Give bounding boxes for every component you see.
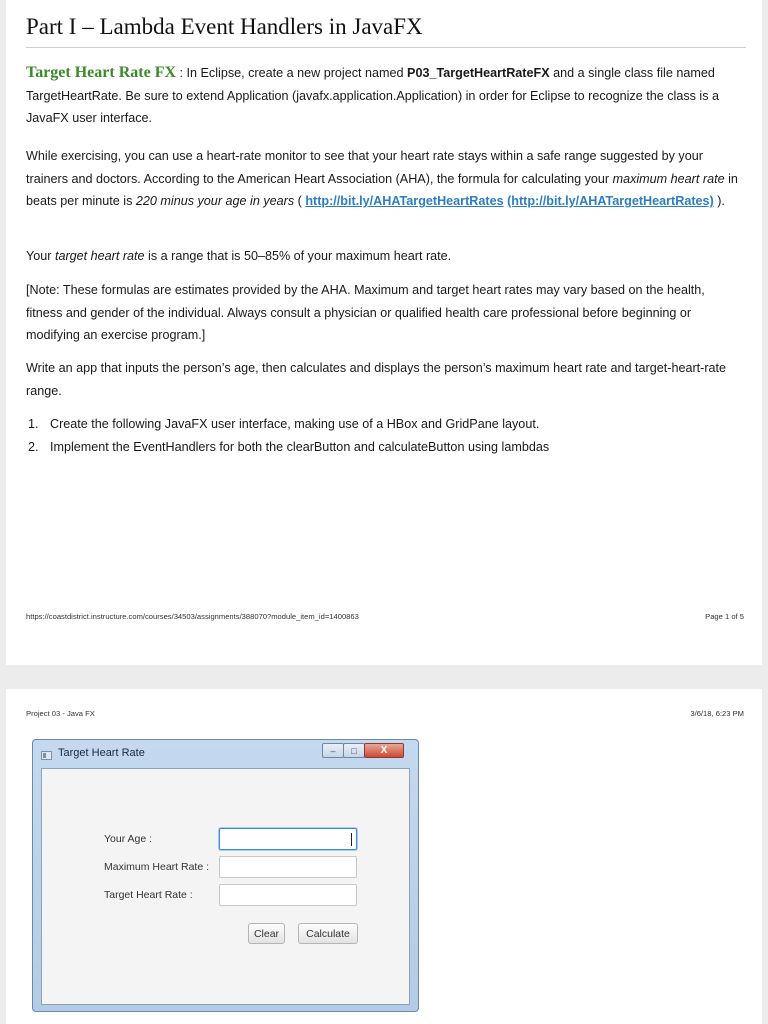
target-heart-rate-field[interactable] (219, 884, 357, 906)
document-page-2 (6, 689, 762, 1024)
step-number: 1. (28, 417, 39, 431)
steps-list (26, 413, 742, 458)
age-label: Your Age : (104, 833, 153, 845)
project-name: P03_TargetHeartRateFX (407, 66, 550, 80)
para3-text-a: Your (26, 249, 55, 263)
task-text: Write an app that inputs the person’s age, then calculates and displays the person’s maximum heart rate and target-heart-rate range. (26, 361, 727, 398)
section-heading: Target Heart Rate FX (26, 64, 177, 81)
para3-em: target heart rate (54, 249, 145, 263)
list-item (26, 436, 742, 459)
window-controls (322, 743, 404, 758)
max-heart-rate-label: Maximum Heart Rate : (104, 861, 210, 873)
target-heart-rate-label: Target Heart Rate : (104, 889, 193, 901)
step-text: Implement the EventHandlers for both the clearButton and calculateButton using lambdas (50, 439, 550, 454)
target-rate-paragraph (26, 245, 742, 268)
note-paragraph (26, 279, 742, 347)
aha-link[interactable]: http://bit.ly/AHATargetHeartRates (305, 194, 504, 209)
intro-paragraph (26, 62, 742, 130)
para3-text-b: is a range that is 50–85% of your maximum heart rate. (144, 249, 452, 263)
close-button[interactable]: X (364, 743, 404, 758)
intro-text-b: and a single class file named TargetHeartRate. Be sure to extend Application (javafx.application.Application) in order for Eclipse to recognize the class is a JavaFX user interface. (26, 66, 720, 126)
step-number: 2. (28, 439, 39, 454)
para2-text-d: ). (713, 194, 725, 209)
max-heart-rate-field[interactable] (219, 856, 357, 878)
para2-text-a: While exercising, you can use a heart-rate monitor to see that your heart rate stays within a safe range suggested by your trainers and doctors. According to the American Heart Association (AHA), the formula for calculating your (26, 149, 703, 186)
note-text: [Note: These formulas are estimates provided by the AHA. Maximum and target heart rates may vary based on the health, fitness and gender of the individual. Always consult a physician or qualified health care professional before beginning or modifying an exercise program.] (26, 283, 705, 343)
header-title: Project 03 - Java FX (26, 709, 95, 718)
task-paragraph (26, 357, 742, 402)
page-number: Page 1 of 5 (705, 612, 744, 621)
para2-text-c: ( (294, 194, 306, 209)
footer-url: https://coastdistrict.instructure.com/courses/34503/assignments/388070?module_item_id=1400863 (26, 612, 359, 621)
title-divider (26, 47, 746, 48)
list-item (26, 413, 742, 436)
intro-text-a: : In Eclipse, create a new project named (176, 66, 408, 80)
document-page-1 (6, 0, 762, 665)
para2-text-b: in beats per minute is (26, 171, 738, 209)
page-title: Part I – Lambda Event Handlers in JavaFX (26, 14, 423, 39)
step-text: Create the following JavaFX user interface, making use of a HBox and GridPane layout. (50, 417, 540, 431)
header-timestamp: 3/6/18, 6:23 PM (690, 709, 744, 718)
calculate-button[interactable]: Calculate (298, 923, 358, 944)
window-title: Target Heart Rate (58, 747, 145, 759)
maximize-button[interactable]: □ (343, 743, 365, 758)
window-content (41, 768, 410, 1005)
para2-em-formula: 220 minus your age in years (135, 194, 295, 209)
formula-paragraph (26, 145, 742, 213)
minimize-button[interactable]: – (322, 743, 344, 758)
clear-button[interactable]: Clear (248, 923, 285, 944)
javafx-window-screenshot (32, 739, 419, 1012)
window-app-icon (41, 751, 52, 760)
para2-em-max: maximum heart rate (612, 171, 725, 186)
aha-link-parenthetical[interactable]: (http://bit.ly/AHATargetHeartRates) (507, 194, 714, 209)
text-caret (351, 833, 352, 846)
age-field[interactable] (219, 828, 357, 850)
